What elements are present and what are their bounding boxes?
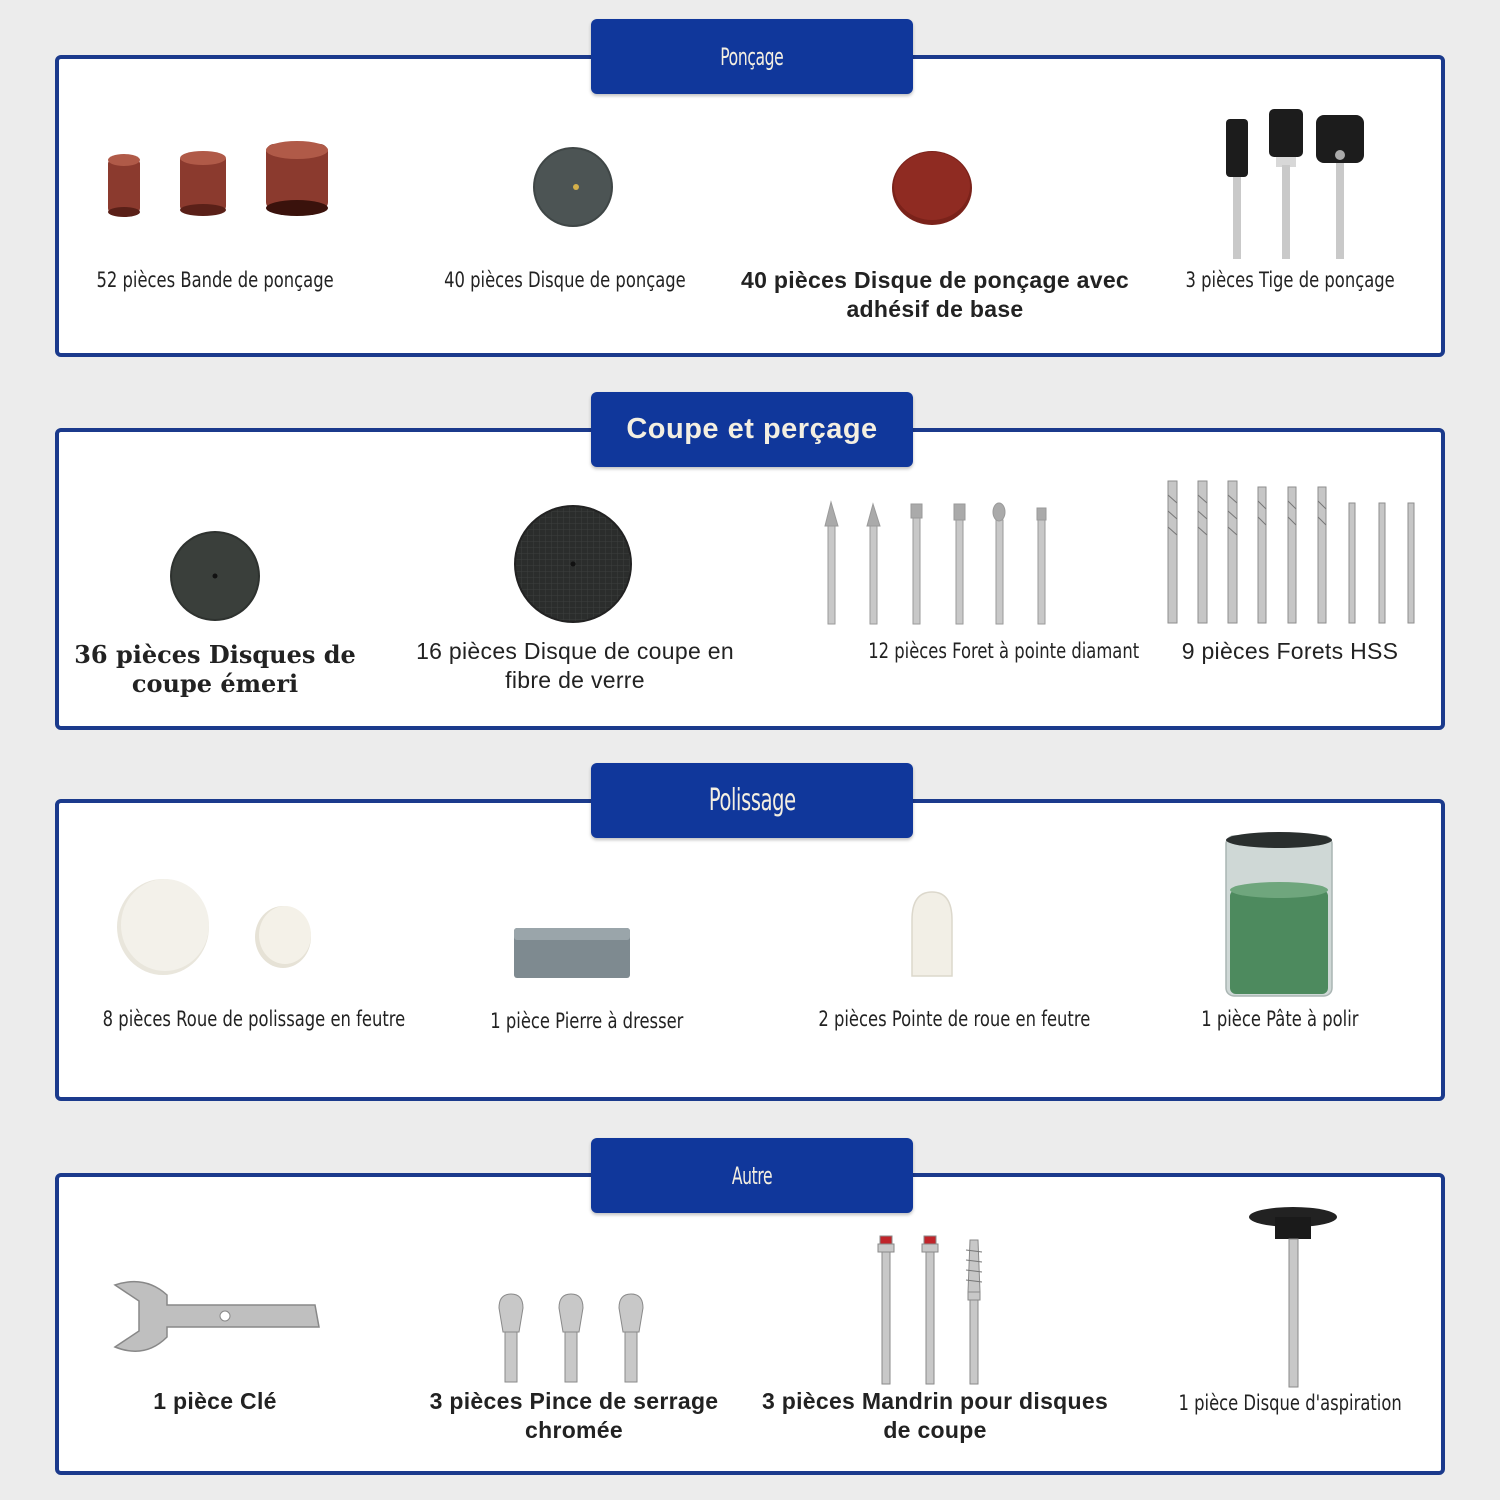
sanding-band-icon: [100, 140, 340, 230]
item-label: 40 pièces Disque de ponçage: [444, 268, 686, 292]
item-label: 1 pièce Pierre à dresser: [490, 1009, 684, 1033]
section-title-coupe: Coupe et perçage: [591, 392, 913, 467]
item-label: 40 pièces Disque de ponçage avec adhésif de base: [741, 267, 1129, 322]
item-label: 2 pièces Pointe de roue en feutre: [818, 1007, 1091, 1031]
felt-wheel-icon: [115, 875, 315, 980]
item-label: 3 pièces Mandrin pour disques de coupe: [761, 1388, 1109, 1443]
item-label: 3 pièces Tige de ponçage: [1185, 268, 1395, 292]
item-label: 16 pièces Disque de coupe en fibre de verre: [416, 638, 734, 693]
section-title-poncage: Ponçage: [591, 19, 913, 94]
item-label: 1 pièce Pâte à polir: [1201, 1007, 1359, 1031]
polishing-paste-icon: [1220, 830, 1340, 1000]
fiberglass-cutting-disc-icon: [515, 505, 635, 625]
item-label: 1 pièce Disque d'aspiration: [1178, 1391, 1402, 1415]
mandrel-icon: [870, 1232, 990, 1387]
item-label: 3 pièces Pince de serrage chromée: [429, 1388, 719, 1443]
emery-cutting-disc-icon: [168, 530, 264, 626]
item-label: 52 pièces Bande de ponçage: [96, 268, 334, 292]
item-label: 12 pièces Foret à pointe diamant: [868, 639, 1140, 663]
felt-tip-icon: [908, 890, 958, 980]
hss-drill-bit-icon: [1160, 475, 1420, 625]
wrench-icon: [105, 1275, 325, 1365]
collet-icon: [495, 1290, 655, 1385]
suction-disc-icon: [1245, 1205, 1345, 1390]
item-label: 8 pièces Roue de polissage en feutre: [102, 1007, 406, 1031]
item-label: 36 pièces Disques de coupe émeri: [74, 640, 356, 698]
sanding-disc-icon: [530, 150, 620, 230]
section-title-polissage: Polissage: [591, 763, 913, 838]
sanding-mandrel-icon: [1220, 105, 1380, 265]
dressing-stone-icon: [512, 924, 632, 980]
diamond-bit-icon: [815, 500, 1055, 630]
adhesive-sanding-disc-icon: [890, 150, 980, 230]
section-title-autre: Autre: [591, 1138, 913, 1213]
item-label: 9 pièces Forets HSS: [1181, 638, 1399, 664]
item-label: 1 pièce Clé: [153, 1388, 277, 1414]
